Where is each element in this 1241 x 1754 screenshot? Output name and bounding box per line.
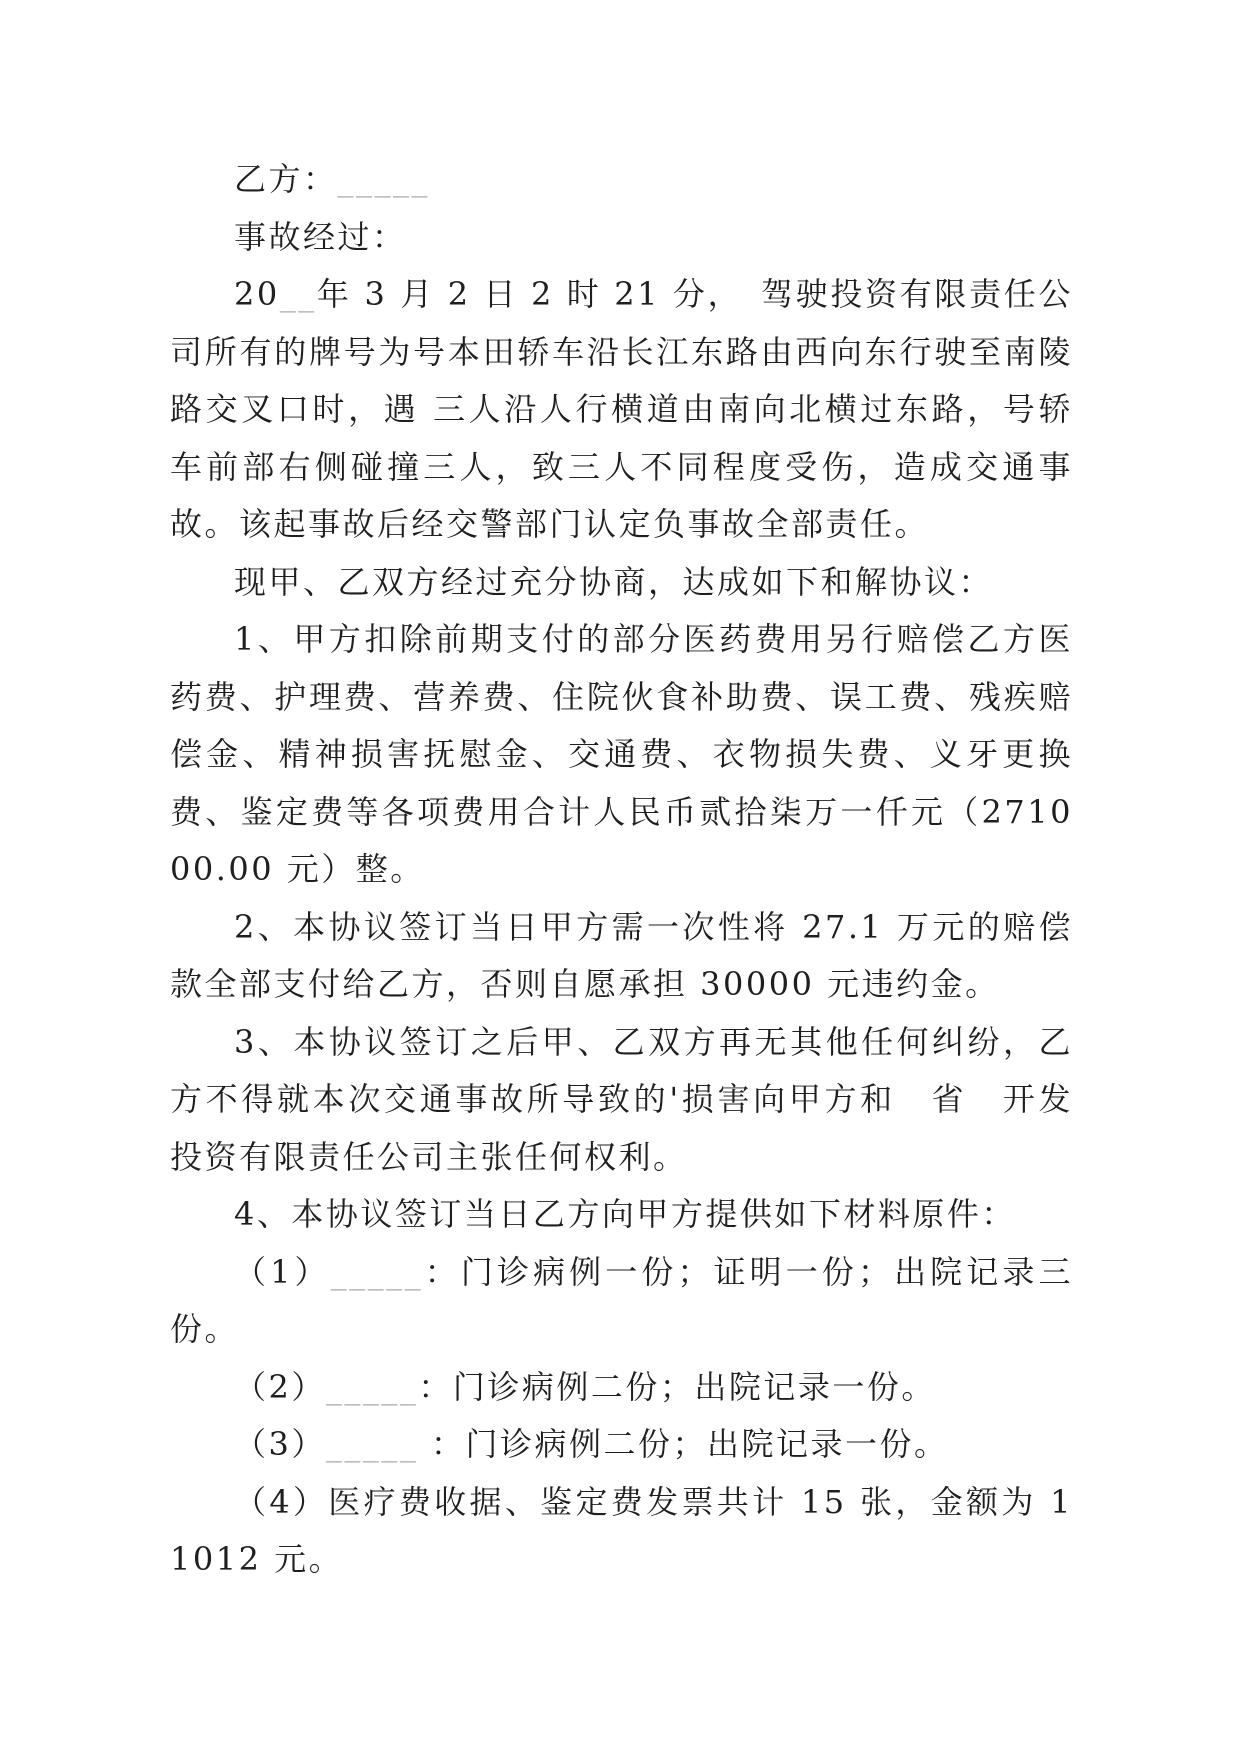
paragraph-accident-description: 20__年 3 月 2 日 2 时 21 分， 驾驶投资有限责任公司所有的牌号为号本田轿车沿长江东路由西向东行驶至南陵路交叉口时，遇 三人沿人行横道由南向北横过东路，号轿车前部右侧碰撞三人，致三人不同程度受伤，造成交通事故。该起事故后经交警部门认定负事故全部责任。	[170, 275, 1073, 543]
paragraph-material-4: （4）医疗费收据、鉴定费发票共计 15 张，金额为 11012 元。	[170, 1482, 1073, 1578]
paragraph-clause-2: 2、本协议签订当日甲方需一次性将 27.1 万元的赔偿款全部支付给乙方，否则自愿承担 30000 元违约金。	[170, 907, 1073, 1003]
paragraph-settlement-intro: 现甲、乙双方经过充分协商，达成如下和解协议：	[234, 562, 994, 601]
paragraph-clause-4: 4、本协议签订当日乙方向甲方提供如下材料原件：	[234, 1195, 1016, 1233]
blank-underline: _____	[330, 1252, 424, 1291]
paragraph-material-2: （2）_____：门诊病例二份；出院记录一份。	[234, 1367, 936, 1406]
paragraph-clause-3: 3、本协议签订之后甲、乙双方再无其他任何纠纷，乙方不得就本次交通事故所导致的'损害向甲方和 省 开发投资有限责任公司主张任何权利。	[170, 1022, 1073, 1176]
blank-underline: __	[279, 275, 317, 313]
blank-underline: _____	[325, 1367, 419, 1406]
blank-underline: _____	[337, 160, 431, 198]
paragraph-material-1: （1）_____：门诊病例一份；证明一份；出院记录三份。	[170, 1252, 1073, 1348]
paragraph-clause-1: 1、甲方扣除前期支付的部分医药费用另行赔偿乙方医药费、护理费、营养费、住院伙食补助费、误工费、残疾赔偿金、精神损害抚慰金、交通费、衣物损失费、义牙更换费、鉴定费等各项费用合计人民币贰拾柒万一仟元（271000.00 元）整。	[170, 620, 1073, 888]
paragraph-material-3: （3）_____ ：门诊病例二份；出院记录一份。	[234, 1425, 949, 1463]
paragraph-accident-heading: 事故经过：	[234, 217, 407, 256]
paragraph-party-b: 乙方：_____	[234, 160, 431, 198]
blank-underline: _____	[325, 1425, 419, 1463]
